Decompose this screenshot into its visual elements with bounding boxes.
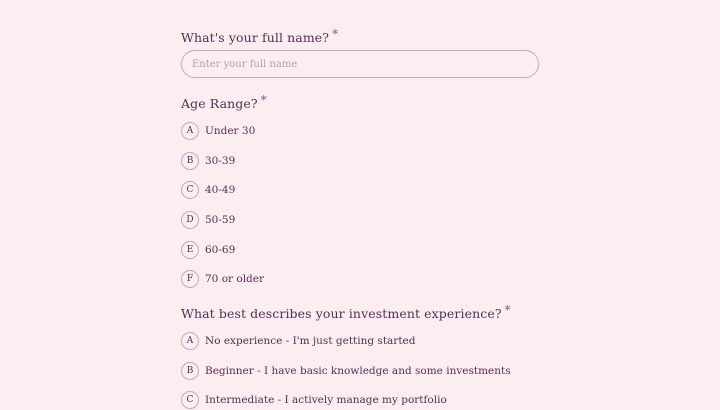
age-question-label: Age Range? bbox=[181, 96, 258, 111]
name-question-label: What's your full name? bbox=[181, 30, 330, 45]
option-label: No experience - I'm just getting started bbox=[205, 335, 416, 347]
age-option-60-69[interactable] bbox=[181, 240, 235, 260]
option-key-badge: E bbox=[181, 241, 199, 259]
option-label: 70 or older bbox=[205, 273, 265, 285]
option-key-badge: B bbox=[181, 362, 199, 380]
age-question-heading bbox=[181, 93, 267, 111]
option-label: 50-59 bbox=[205, 214, 236, 226]
option-label: 30-39 bbox=[205, 155, 236, 167]
age-option-under-30[interactable] bbox=[181, 121, 255, 141]
required-asterisk: * bbox=[504, 303, 511, 317]
age-option-50-59[interactable] bbox=[181, 210, 235, 230]
experience-question-heading bbox=[181, 303, 511, 321]
age-option-30-39[interactable] bbox=[181, 151, 235, 171]
required-asterisk: * bbox=[332, 27, 339, 41]
age-option-40-49[interactable] bbox=[181, 180, 235, 200]
name-question-heading bbox=[181, 27, 339, 45]
full-name-input[interactable] bbox=[181, 50, 539, 78]
age-option-70-or-older[interactable] bbox=[181, 269, 264, 289]
option-label: 40-49 bbox=[205, 184, 236, 196]
option-label: Under 30 bbox=[205, 125, 256, 137]
experience-option-no-experience[interactable] bbox=[181, 331, 415, 351]
option-label: Intermediate - I actively manage my portfolio bbox=[205, 394, 447, 406]
option-key-badge: A bbox=[181, 122, 199, 140]
option-key-badge: C bbox=[181, 391, 199, 409]
required-asterisk: * bbox=[260, 93, 267, 107]
experience-question-label: What best describes your investment experience? bbox=[181, 306, 502, 321]
option-key-badge: B bbox=[181, 152, 199, 170]
option-key-badge: F bbox=[181, 270, 199, 288]
experience-option-intermediate[interactable] bbox=[181, 390, 447, 410]
option-label: Beginner - I have basic knowledge and some investments bbox=[205, 365, 511, 377]
option-key-badge: D bbox=[181, 211, 199, 229]
experience-option-beginner[interactable] bbox=[181, 361, 511, 381]
option-key-badge: C bbox=[181, 181, 199, 199]
option-key-badge: A bbox=[181, 332, 199, 350]
option-label: 60-69 bbox=[205, 244, 236, 256]
